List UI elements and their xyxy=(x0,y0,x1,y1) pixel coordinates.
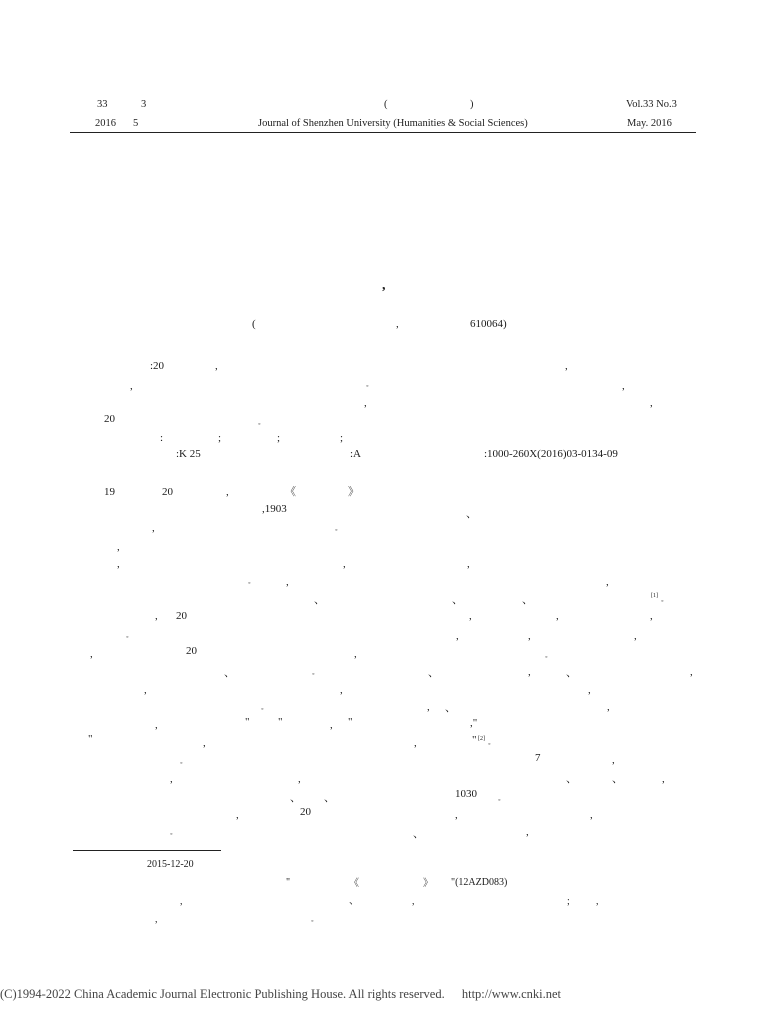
body-fragment: ◦ xyxy=(661,597,664,605)
fund-code: "(12AZD083) xyxy=(451,877,508,888)
abstract-text: ◦ xyxy=(258,420,261,428)
author-note-fragment: , xyxy=(180,896,183,907)
body-fragment: 、 xyxy=(428,667,439,679)
body-fragment: ◦ xyxy=(488,740,491,748)
body-fragment: 、 xyxy=(290,792,301,804)
body-fragment: 、 xyxy=(314,594,325,606)
header-month-cn: 5 xyxy=(133,118,139,129)
body-fragment: , xyxy=(456,630,459,642)
abstract-text: , xyxy=(650,397,653,409)
body-fragment: " xyxy=(245,716,250,728)
body-fragment: 、 xyxy=(452,594,463,606)
body-fragment: , xyxy=(455,809,458,821)
clc-number: :K 25 xyxy=(176,448,201,460)
body-fragment: ◦ xyxy=(170,830,173,838)
abstract-text: , xyxy=(622,380,625,392)
copyright-text: (C)1994-2022 China Academic Journal Electronic Publishing House. All rights reserved. xyxy=(0,987,445,1001)
body-fragment: , xyxy=(414,737,417,749)
body-fragment: ,1903 xyxy=(262,503,287,515)
affiliation-comma: , xyxy=(396,318,399,330)
body-fragment: , xyxy=(588,684,591,696)
body-fragment: , xyxy=(590,809,593,821)
body-fragment: , xyxy=(144,684,147,696)
body-fragment: , xyxy=(612,754,615,766)
header-issue-cn: 3 xyxy=(141,99,147,110)
body-fragment: 19 xyxy=(104,486,115,498)
body-fragment: , xyxy=(690,666,693,678)
author-note-fragment: , xyxy=(596,896,599,907)
body-fragment: , xyxy=(236,809,239,821)
body-fragment: , xyxy=(467,558,470,570)
author-note-fragment: 、 xyxy=(349,896,359,907)
body-fragment: , xyxy=(90,648,93,660)
title-comma: , xyxy=(382,278,386,293)
affiliation-open: ( xyxy=(252,318,256,330)
header-journal-en: Journal of Shenzhen University (Humanities & Social Sciences) xyxy=(258,118,528,129)
body-fragment: 《 xyxy=(285,486,296,498)
abstract-text: , xyxy=(215,360,218,372)
author-note-fragment: ◦ xyxy=(311,917,314,925)
body-fragment: ◦ xyxy=(335,526,338,534)
body-fragment: , xyxy=(203,737,206,749)
keyword-separator: : xyxy=(160,432,164,444)
body-fragment: 、 xyxy=(413,828,424,840)
body-fragment: 20 xyxy=(300,806,311,818)
abstract-text: :20 xyxy=(150,360,165,372)
body-fragment: 》 xyxy=(348,486,359,498)
header-rule xyxy=(70,132,696,133)
header-volume-en: Vol.33 No.3 xyxy=(626,99,677,110)
body-fragment: , xyxy=(298,773,301,785)
body-fragment: , xyxy=(607,701,610,713)
abstract-text: 20 xyxy=(104,413,115,425)
body-fragment: ◦ xyxy=(180,759,183,767)
body-fragment: , xyxy=(526,826,529,838)
header-paren-close: ) xyxy=(470,99,474,110)
body-fragment: , xyxy=(117,558,120,570)
body-fragment: , xyxy=(155,610,158,622)
body-fragment: , xyxy=(662,773,665,785)
body-fragment: 、 xyxy=(566,667,577,679)
fund-bracket-open: 《 xyxy=(349,878,359,889)
header-year-cn: 2016 xyxy=(95,118,116,129)
author-note-fragment: , xyxy=(412,896,415,907)
footnote-rule xyxy=(73,850,221,851)
abstract-text: , xyxy=(130,380,133,392)
body-fragment: , xyxy=(427,701,430,713)
body-fragment: , xyxy=(155,719,158,731)
abstract-text: ◦ xyxy=(366,382,369,390)
body-fragment: " xyxy=(88,733,93,745)
body-fragment: , xyxy=(286,576,289,588)
document-code: :A xyxy=(350,448,361,460)
received-date: 2015-12-20 xyxy=(147,859,194,870)
body-fragment: " xyxy=(472,734,477,746)
body-fragment: , xyxy=(226,486,229,498)
body-fragment: 、 xyxy=(224,667,235,679)
body-fragment: , xyxy=(650,610,653,622)
fund-bracket-close: 》 xyxy=(423,878,433,889)
body-fragment: ◦ xyxy=(545,653,548,661)
header-date-en: May. 2016 xyxy=(627,118,672,129)
body-fragment: , xyxy=(469,610,472,622)
author-note-fragment: , xyxy=(155,914,158,925)
body-fragment: , xyxy=(152,522,155,534)
body-fragment: , xyxy=(634,630,637,642)
article-number: :1000-260X(2016)03-0134-09 xyxy=(484,448,618,460)
header-paren-open: ( xyxy=(384,99,388,110)
body-fragment: , xyxy=(556,610,559,622)
keyword-separator: ; xyxy=(218,432,222,444)
body-fragment: ◦ xyxy=(248,579,251,587)
body-fragment: , xyxy=(606,576,609,588)
body-fragment: , xyxy=(170,773,173,785)
body-fragment: , xyxy=(343,558,346,570)
body-fragment: " xyxy=(278,716,283,728)
body-fragment: 、 xyxy=(445,702,456,714)
body-fragment: 、 xyxy=(466,508,477,520)
body-fragment: 7 xyxy=(535,752,541,764)
keyword-separator: ; xyxy=(277,432,281,444)
body-fragment: 20 xyxy=(176,610,187,622)
body-fragment: 、 xyxy=(566,773,577,785)
body-fragment: " xyxy=(348,716,353,728)
body-fragment: 、 xyxy=(612,773,623,785)
body-fragment: , xyxy=(528,630,531,642)
body-fragment: 、 xyxy=(522,594,533,606)
body-fragment: ◦ xyxy=(312,670,315,678)
body-fragment: , xyxy=(354,648,357,660)
body-fragment: 20 xyxy=(162,486,173,498)
author-note-fragment: ; xyxy=(567,896,570,907)
body-fragment: ◦ xyxy=(126,633,129,641)
body-fragment: , xyxy=(117,541,120,553)
body-fragment: 1030 xyxy=(455,788,477,800)
body-fragment: , xyxy=(528,666,531,678)
body-fragment: , xyxy=(330,719,333,731)
body-fragment: , xyxy=(340,684,343,696)
affiliation-postal: 610064) xyxy=(470,318,507,330)
body-fragment: ," xyxy=(470,717,478,729)
citation-1: [1] xyxy=(651,593,658,599)
body-fragment: ◦ xyxy=(498,796,501,804)
body-fragment: 、 xyxy=(324,792,335,804)
cnki-link[interactable]: http://www.cnki.net xyxy=(461,987,562,1001)
keyword-separator: ; xyxy=(340,432,344,444)
header-volume-cn: 33 xyxy=(97,99,108,110)
body-fragment: ◦ xyxy=(261,705,264,713)
abstract-text: , xyxy=(364,397,367,409)
fund-quote-open: " xyxy=(286,877,291,888)
citation-2: [2] xyxy=(478,736,485,742)
body-fragment: 20 xyxy=(186,645,197,657)
copyright-footer xyxy=(0,987,561,1002)
abstract-text: , xyxy=(565,360,568,372)
